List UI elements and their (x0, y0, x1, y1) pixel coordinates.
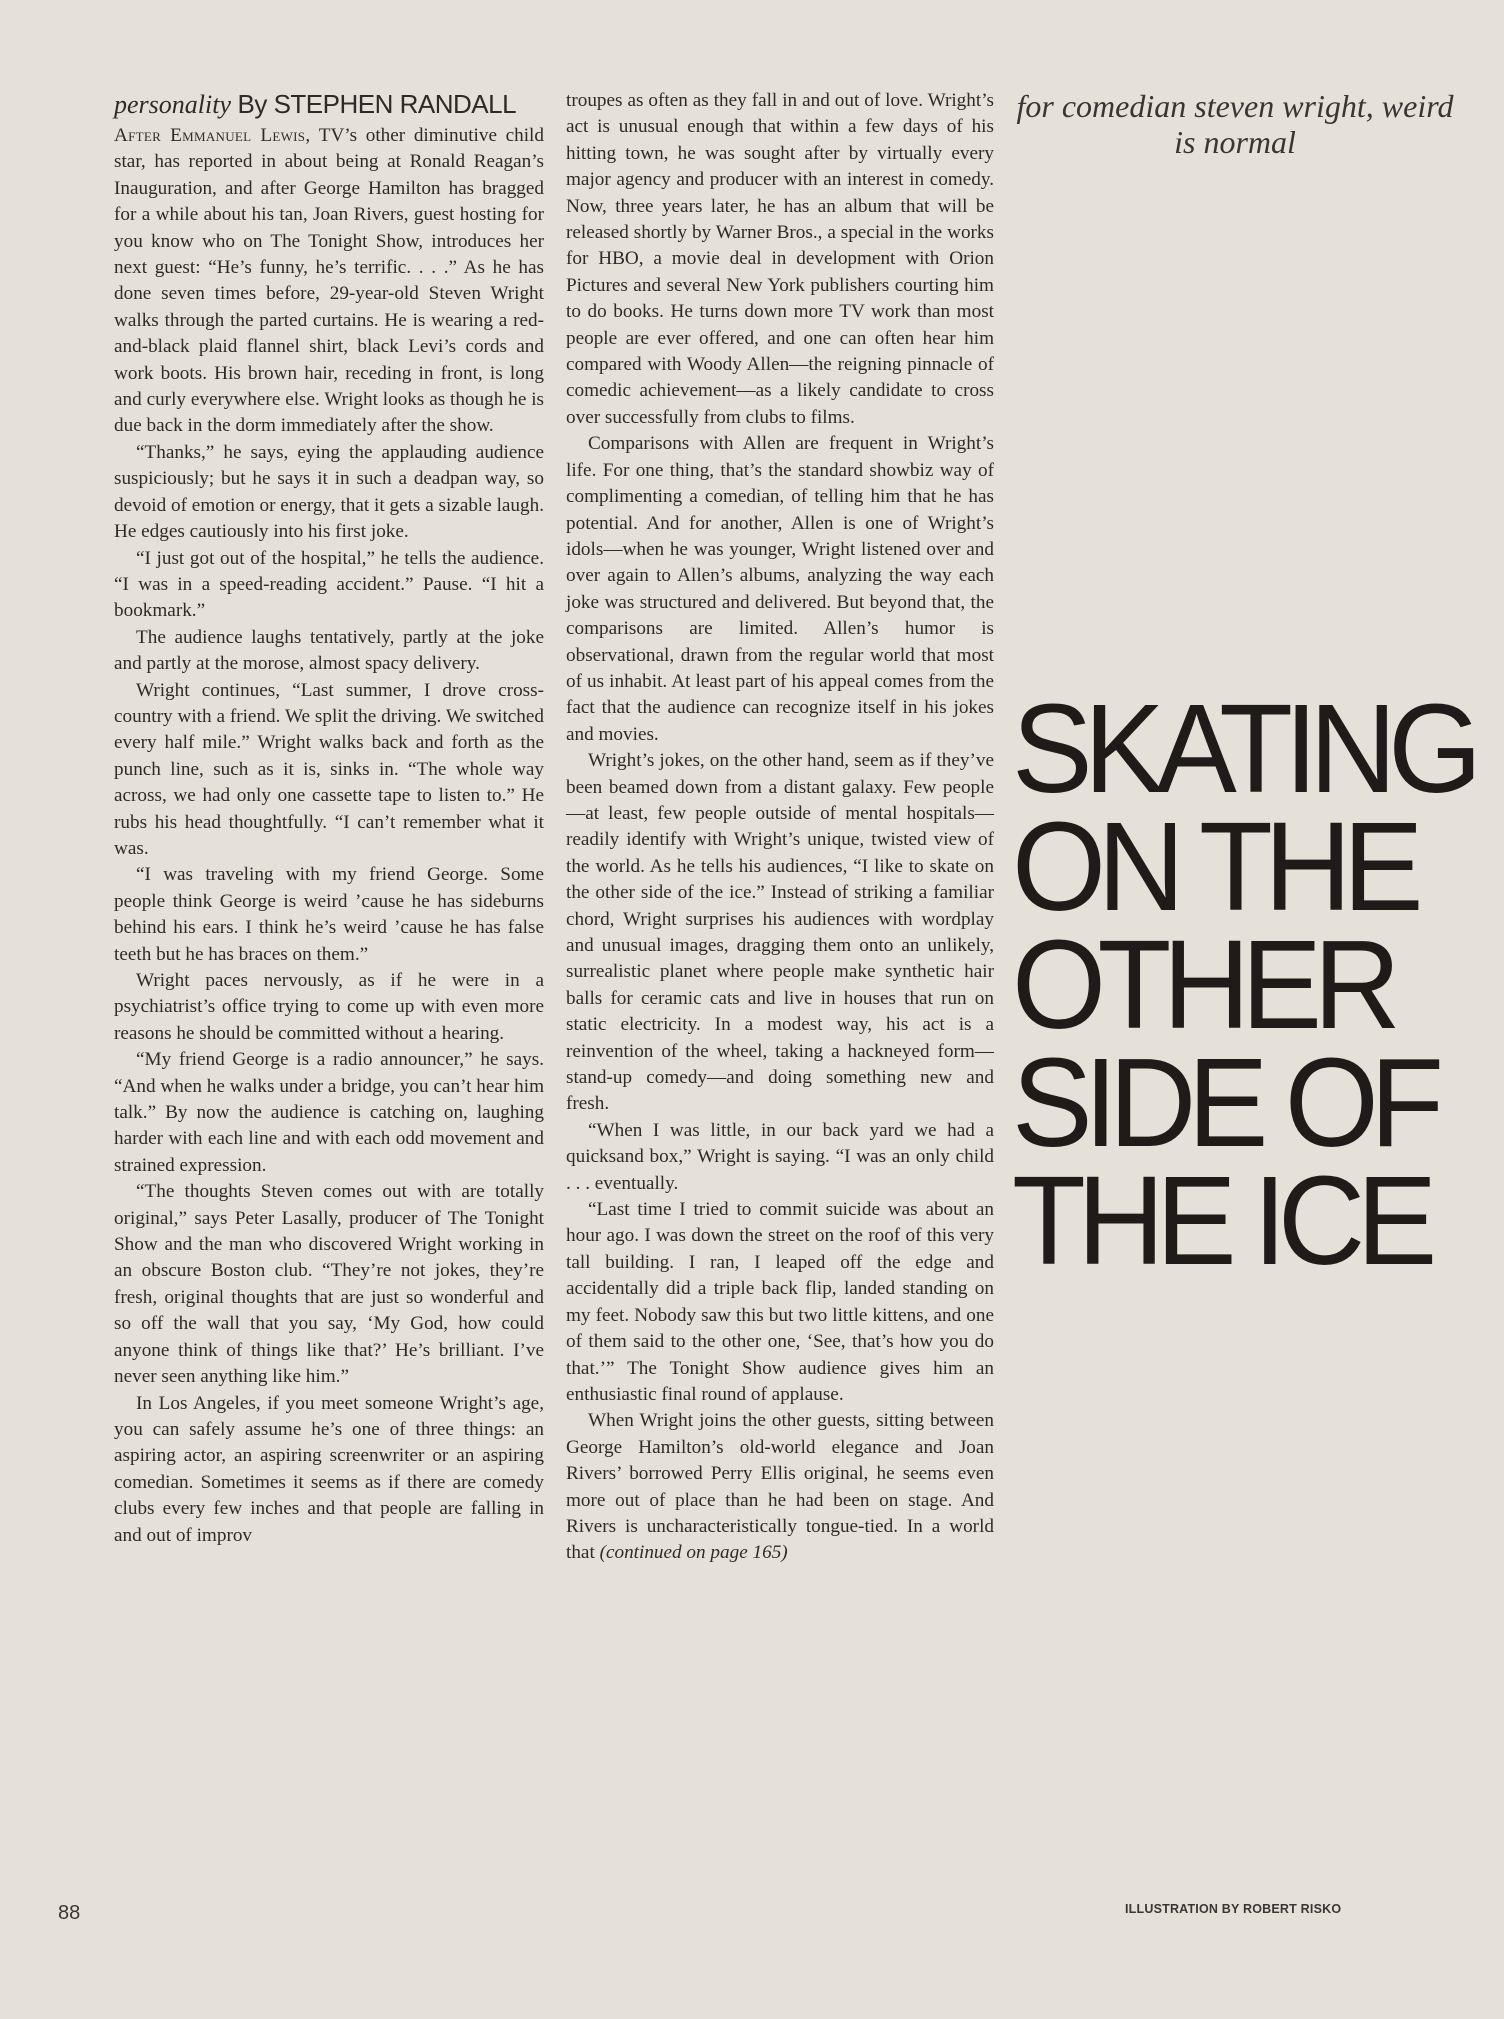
article-column-1 (114, 88, 544, 1549)
article-column-2 (566, 88, 994, 1567)
paragraph: “I was traveling with my friend George. Some people think George is weird ’cause he has sideburns behind his ears. I think he’s weird ’cause he has false teeth but he has braces on them.” (114, 864, 544, 965)
headline-line: ON THE (1012, 796, 1415, 937)
paragraph: “Thanks,” he says, eying the applauding audience suspiciously; but he says it in such a deadpan way, so devoid of emotion or energy, that it gets a sizable laugh. He edges cautiously into his first joke. (114, 441, 545, 543)
paragraph: In Los Angeles, if you meet someone Wright’s age, you can safely assume he’s one of three things: an aspiring actor, an aspiring screenwriter or an aspiring comedian. Sometimes it seems as if there are comedy clubs every few inches and that people are falling in and out of improv (114, 1392, 544, 1546)
paragraph: “My friend George is a radio announcer,” he says. “And when he walks under a bridge, you can’t hear him talk.” By now the audience is catching on, laughing harder with each line and with each odd movement and strained expression. (114, 1049, 544, 1176)
headline-line: OTHER (1012, 914, 1393, 1055)
paragraph: Wright paces nervously, as if he were in a psychiatrist’s office trying to come up with even more reasons he should be committed without a hearing. (114, 970, 544, 1044)
paragraph: “Last time I tried to commit suicide was about an hour ago. I was down the street on the roof of this very tall building. I ran, I leaped off the edge and accidentally did a triple back flip, landed standing on my feet. Nobody saw this but two little kittens, and one of them said to the other one, ‘See, that’s how you do that.’” The Tonight Show audience gives him an enthusiastic final round of applause. (566, 1199, 994, 1405)
headline-line: SKATING (1012, 678, 1474, 819)
headline (1012, 678, 1474, 1291)
paragraph: Comparisons with Allen are frequent in Wright’s life. For one thing, that’s the standard showbiz way of complimenting a comedian, of telling him that he has potential. And for another, Allen is one of Wright’s idols—when he was younger, Wright listened over and over again to Allen’s albums, analyzing the way each joke was structured and delivered. But beyond that, the comparisons are limited. Allen’s humor is observational, drawn from the regular world that most of us inhabit. At least part of his appeal comes from the fact that the audience can recognize itself in his jokes and movies. (566, 433, 994, 745)
paragraph: The audience laughs tentatively, partly at the joke and partly at the morose, almost spacy delivery. (114, 626, 544, 675)
lead-in-caps: After Emmanuel Lewis, (114, 125, 311, 146)
lead-paragraph-text: TV’s other diminutive child star, has reported in about being at Ronald Reagan’s Inauguration, and after George Hamilton has bragged for a while about his tan, Joan Rivers, guest hosting for you know who on The Tonight Show, introduces her next guest: “He’s funny, he’s terrific. . . .” As he has done seven times before, 29-year-old Steven Wright walks through the parted curtains. He is wearing a red-and-black plaid flannel shirt, black Levi’s cords and work boots. His brown hair, receding in front, is long and curly everywhere else. Wright looks as though he is due back in the dorm immediately after the show. (114, 125, 544, 437)
last-paragraph-text: When Wright joins the other guests, sitting between George Hamilton’s old-world elegance and Joan Rivers’ borrowed Perry Ellis original, he seems even more out of place than he had been on stage. And Rivers is uncharacteristically tongue-tied. In a world that (566, 1410, 994, 1564)
paragraph: “When I was little, in our back yard we had a quicksand box,” Wright is saying. “I was an only child . . . eventually. (566, 1119, 994, 1194)
author-byline: By STEPHEN RANDALL (237, 89, 517, 119)
page-number: 88 (58, 1902, 81, 1924)
headline-line: SIDE OF (1012, 1032, 1436, 1173)
byline (114, 88, 544, 121)
section-kicker: personality (114, 90, 231, 119)
illustration-credit: ILLUSTRATION BY ROBERT RISKO (1125, 1902, 1342, 1916)
paragraph: Wright’s jokes, on the other hand, seem as if they’ve been beamed down from a distant galaxy. Few people—at least, few people outside of mental hospitals—readily identify with Wright’s unique, twisted view of the world. As he tells his audiences, “I like to skate on the other side of the ice.” Instead of striking a familiar chord, Wright surprises his audiences with wordplay and unusual images, dragging them onto an unlikely, surrealistic planet where people make synthetic hair balls for ceramic cats and live in houses that run on static electricity. In a modest way, his act is a reinvention of the wheel, taking a hackneyed form—stand-up comedy—and doing something new and fresh. (566, 750, 994, 1115)
paragraph-continuation: troupes as often as they fall in and out of love. Wright’s act is unusual enough that within a few days of his hitting town, he was sought after by virtually every major agency and producer with an interest in comedy. Now, three years later, he has an album that will be released shortly by Warner Bros., a special in the works for HBO, a movie deal in development with Orion Pictures and several New York publishers courting him to do books. He turns down more TV work than most people are ever offered, and one can often hear him compared with Woody Allen—the reigning pinnacle of comedic achievement—as a likely candidate to cross over successfully from clubs to films. (566, 90, 994, 428)
paragraph: “I just got out of the hospital,” he tells the audience. “I was in a speed-reading accident.” Pause. “I hit a bookmark.” (114, 547, 544, 622)
lead-paragraph (114, 123, 544, 440)
paragraph: Wright continues, “Last summer, I drove cross-country with a friend. We split the driving. We switched every half mile.” Wright walks back and forth as the punch line, such as it is, sinks in. “The whole way across, we had only one cassette tape to listen to.” He rubs his head thoughtfully. “I can’t remember what it was. (114, 679, 544, 859)
continued-note: (continued on page 165) (599, 1542, 788, 1564)
paragraph: “The thoughts Steven comes out with are totally original,” says Peter Lasally, producer of The Tonight Show and the man who discovered Wright working in an obscure Boston club. “They’re not jokes, they’re fresh, original thoughts that are just so wonderful and so off the wall that you say, ‘My God, how could anyone think of things like that?’ He’s brilliant. I’ve never seen anything like him.” (114, 1181, 544, 1388)
headline-line: THE ICE (1012, 1150, 1429, 1291)
deck-subtitle: for comedian steven wright, weird is normal (1016, 88, 1454, 160)
last-paragraph (566, 1408, 994, 1566)
